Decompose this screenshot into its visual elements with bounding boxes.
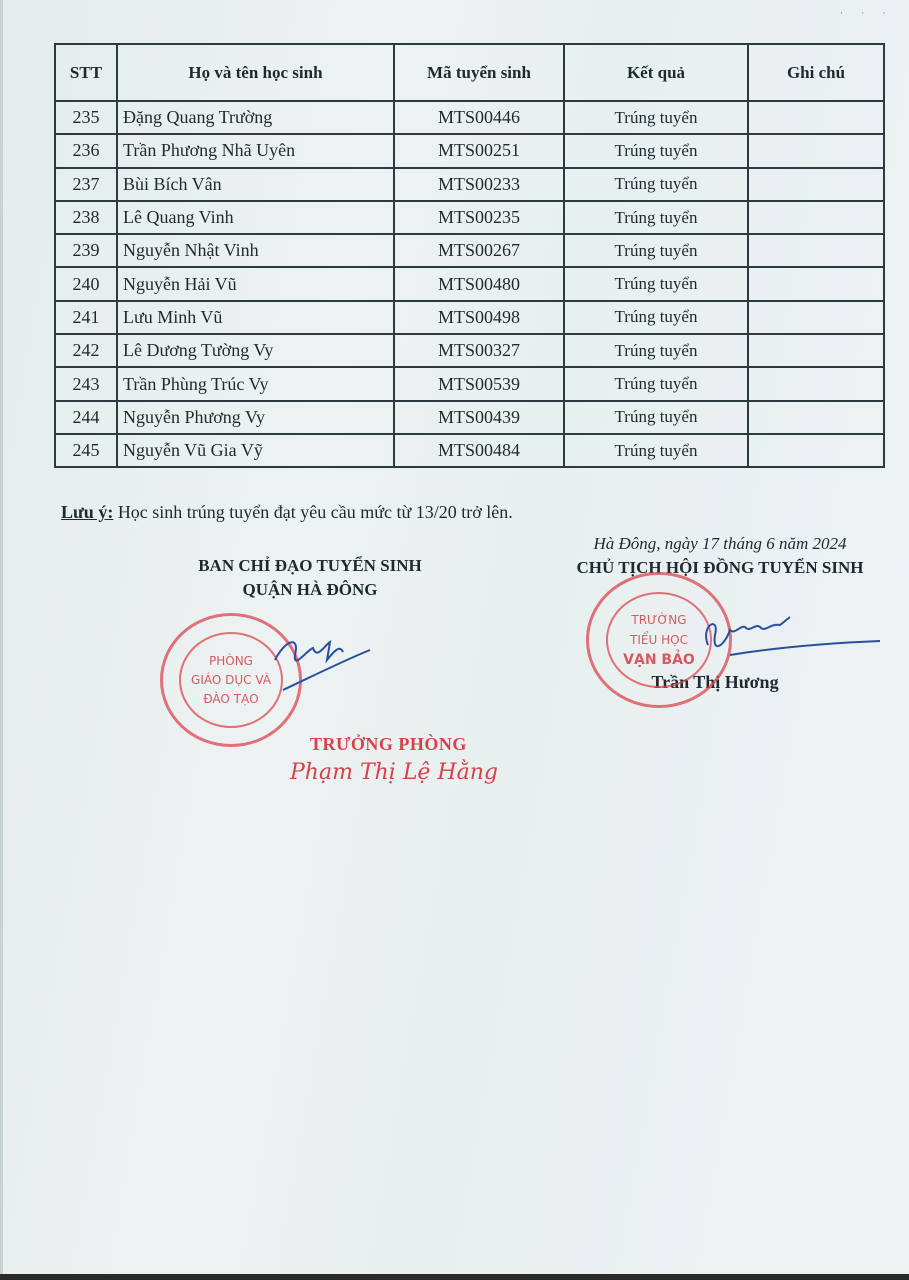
cell-name: Nguyễn Phương Vy	[117, 401, 394, 434]
cell-stt: 243	[55, 367, 117, 400]
cell-name: Lưu Minh Vũ	[117, 301, 394, 334]
cell-note	[748, 334, 884, 367]
cell-code: MTS00480	[394, 267, 564, 300]
cell-stt: 239	[55, 234, 117, 267]
table-row	[55, 434, 884, 467]
cell-name: Lê Dương Tường Vy	[117, 334, 394, 367]
page-edge	[0, 0, 3, 1280]
cell-code: MTS00233	[394, 168, 564, 201]
cell-code: MTS00484	[394, 434, 564, 467]
left-signature-heading	[160, 554, 460, 602]
cell-note	[748, 401, 884, 434]
cell-stt: 237	[55, 168, 117, 201]
cell-name: Bùi Bích Vân	[117, 168, 394, 201]
stamp-line: ĐÀO TẠO	[203, 691, 259, 706]
cell-code: MTS00539	[394, 367, 564, 400]
note	[61, 502, 513, 523]
stamp-line: TRƯỜNG	[631, 613, 687, 627]
table-body	[55, 101, 884, 467]
results-table	[54, 43, 885, 468]
cell-result: Trúng tuyển	[564, 334, 748, 367]
table-row	[55, 367, 884, 400]
cell-code: MTS00439	[394, 401, 564, 434]
signing-date: Hà Đông, ngày 17 tháng 6 năm 2024	[593, 534, 847, 553]
cell-code: MTS00235	[394, 201, 564, 234]
stamp-line: GIÁO DỤC VÀ	[191, 672, 271, 687]
cell-stt: 235	[55, 101, 117, 134]
cell-code: MTS00446	[394, 101, 564, 134]
right-sig-title: CHỦ TỊCH HỘI ĐỒNG TUYỂN SINH	[576, 558, 864, 577]
stamp-line: VẠN BẢO	[623, 652, 695, 668]
right-signature-scribble	[690, 605, 890, 665]
cell-result: Trúng tuyển	[564, 267, 748, 300]
cell-code: MTS00267	[394, 234, 564, 267]
cell-result: Trúng tuyển	[564, 434, 748, 467]
left-sig-line2: QUẬN HÀ ĐÔNG	[242, 580, 378, 599]
table-row	[55, 201, 884, 234]
cell-note	[748, 267, 884, 300]
cell-result: Trúng tuyển	[564, 301, 748, 334]
cell-name: Trần Phùng Trúc Vy	[117, 367, 394, 400]
cell-name: Đặng Quang Trường	[117, 101, 394, 134]
header-note: Ghi chú	[748, 44, 884, 101]
cell-result: Trúng tuyển	[564, 201, 748, 234]
table-row	[55, 101, 884, 134]
corner-marks: · · ·	[840, 8, 894, 18]
cell-note	[748, 201, 884, 234]
table-header-row	[55, 44, 884, 101]
stamp-line: TIỂU HỌC	[630, 633, 688, 647]
cell-stt: 245	[55, 434, 117, 467]
cell-note	[748, 301, 884, 334]
cell-name: Nguyễn Nhật Vinh	[117, 234, 394, 267]
cell-result: Trúng tuyển	[564, 234, 748, 267]
left-sig-line1: BAN CHỈ ĐẠO TUYỂN SINH	[198, 556, 422, 575]
cell-note	[748, 367, 884, 400]
cell-note	[748, 101, 884, 134]
table-row	[55, 401, 884, 434]
cell-stt: 238	[55, 201, 117, 234]
header-stt: STT	[55, 44, 117, 101]
table-row	[55, 134, 884, 167]
cell-result: Trúng tuyển	[564, 101, 748, 134]
cell-name: Nguyễn Vũ Gia Vỹ	[117, 434, 394, 467]
cell-note	[748, 234, 884, 267]
cell-code: MTS00327	[394, 334, 564, 367]
cell-note	[748, 134, 884, 167]
stamp-line: PHÒNG	[209, 653, 253, 668]
note-text: Học sinh trúng tuyển đạt yêu cầu mức từ 13/20 trở lên.	[113, 502, 513, 522]
table-row	[55, 334, 884, 367]
right-sig-signer: Trần Thị Hương	[651, 672, 779, 692]
table-row	[55, 267, 884, 300]
cell-result: Trúng tuyển	[564, 367, 748, 400]
header-name: Họ và tên học sinh	[117, 44, 394, 101]
left-signature-scribble	[255, 630, 375, 700]
table-row	[55, 301, 884, 334]
cell-result: Trúng tuyển	[564, 168, 748, 201]
cell-stt: 244	[55, 401, 117, 434]
cell-name: Trần Phương Nhã Uyên	[117, 134, 394, 167]
cell-code: MTS00251	[394, 134, 564, 167]
table-row	[55, 234, 884, 267]
left-sig-name: Phạm Thị Lệ Hằng	[290, 760, 498, 785]
cell-stt: 241	[55, 301, 117, 334]
note-label: Lưu ý:	[61, 502, 114, 522]
header-result: Kết quả	[564, 44, 748, 101]
cell-name: Nguyễn Hải Vũ	[117, 267, 394, 300]
cell-name: Lê Quang Vinh	[117, 201, 394, 234]
left-sig-title: TRƯỞNG PHÒNG	[310, 734, 467, 754]
cell-note	[748, 434, 884, 467]
table-row	[55, 168, 884, 201]
cell-note	[748, 168, 884, 201]
cell-code: MTS00498	[394, 301, 564, 334]
cell-result: Trúng tuyển	[564, 134, 748, 167]
cell-stt: 242	[55, 334, 117, 367]
cell-result: Trúng tuyển	[564, 401, 748, 434]
header-code: Mã tuyển sinh	[394, 44, 564, 101]
cell-stt: 236	[55, 134, 117, 167]
cell-stt: 240	[55, 267, 117, 300]
page-bottom-edge	[0, 1274, 909, 1280]
